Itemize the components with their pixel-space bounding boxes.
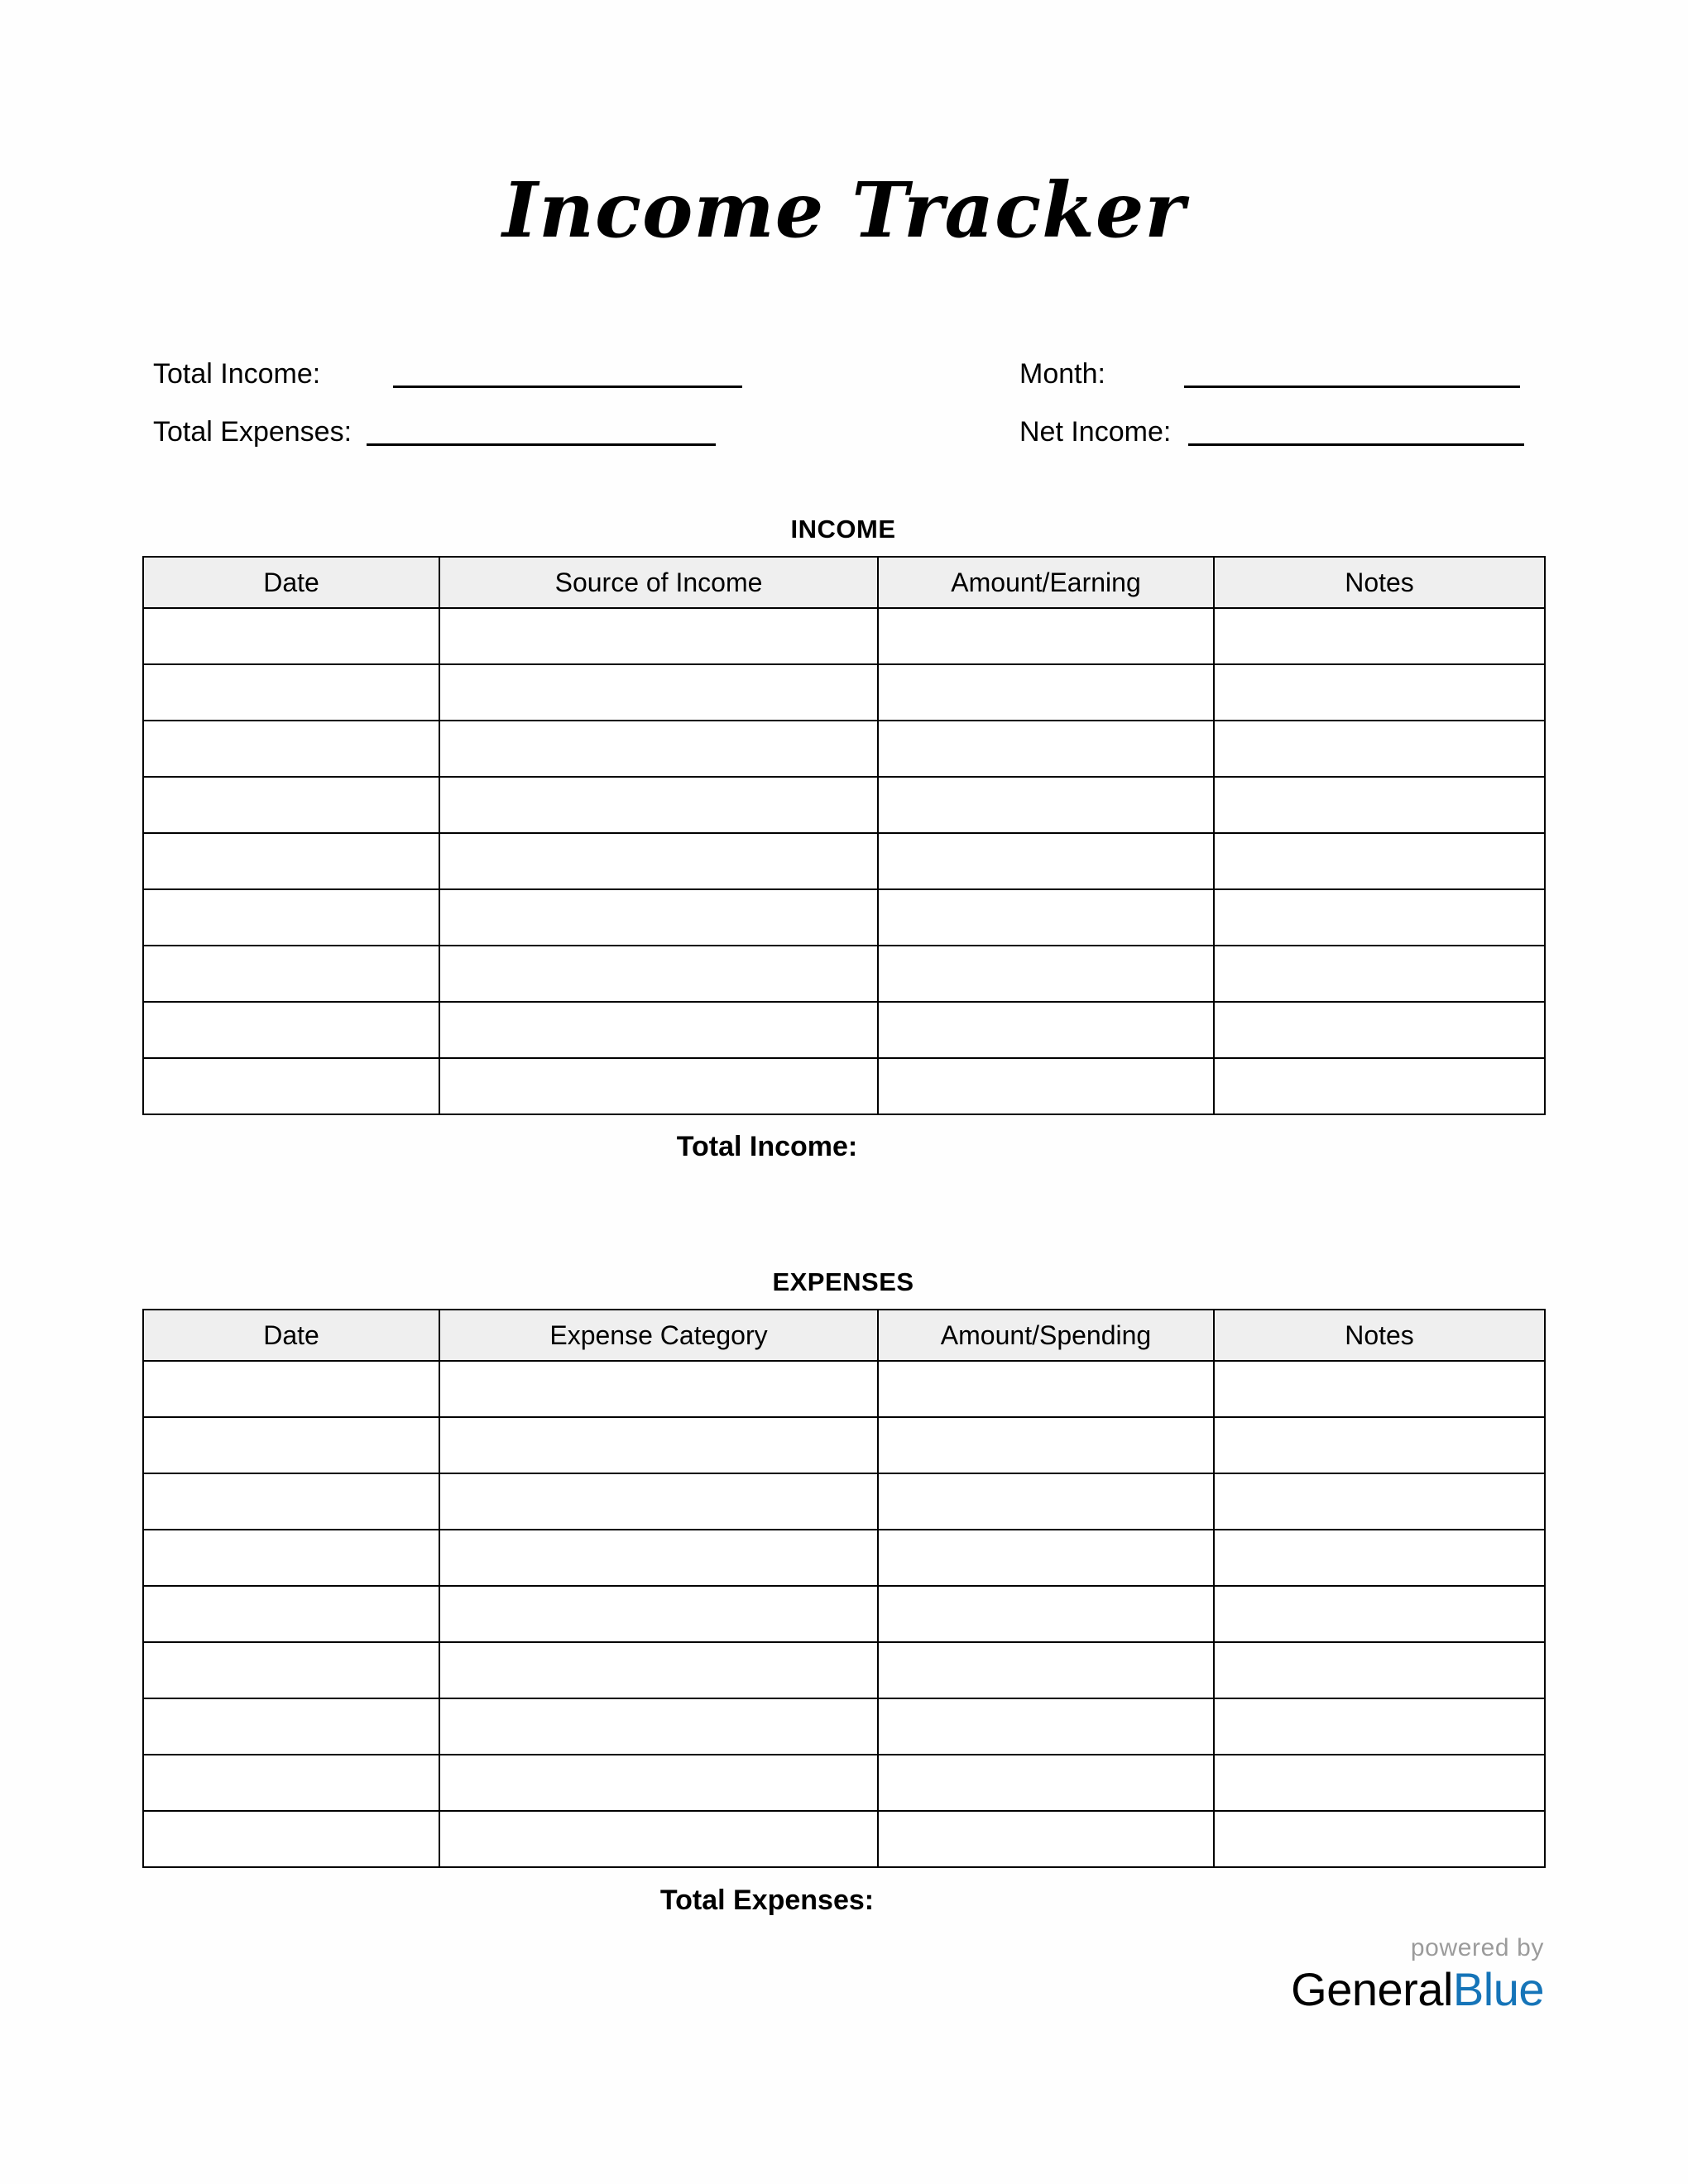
section-heading-income: INCOME bbox=[790, 515, 896, 544]
expenses-cell[interactable] bbox=[878, 1530, 1214, 1586]
income-cell[interactable] bbox=[1214, 1002, 1545, 1058]
income-cell[interactable] bbox=[878, 1002, 1214, 1058]
expenses-cell[interactable] bbox=[1214, 1698, 1545, 1755]
expenses-row bbox=[143, 1361, 1545, 1417]
income-cell[interactable] bbox=[1214, 721, 1545, 777]
expenses-cell[interactable] bbox=[1214, 1530, 1545, 1586]
income-cell[interactable] bbox=[143, 946, 439, 1002]
income-table bbox=[142, 556, 1546, 1115]
income-cell[interactable] bbox=[878, 608, 1214, 664]
expenses-row bbox=[143, 1755, 1545, 1811]
income-table-head bbox=[143, 557, 1545, 608]
brand-blue-text: Blue bbox=[1452, 1963, 1544, 2015]
field-total-expenses-input[interactable] bbox=[367, 413, 716, 446]
expenses-cell[interactable] bbox=[439, 1642, 878, 1698]
income-row bbox=[143, 608, 1545, 664]
income-row bbox=[143, 1058, 1545, 1114]
income-cell[interactable] bbox=[1214, 777, 1545, 833]
income-cell[interactable] bbox=[439, 1058, 878, 1114]
income-header-row bbox=[143, 557, 1545, 608]
income-cell[interactable] bbox=[439, 1002, 878, 1058]
expenses-cell[interactable] bbox=[878, 1698, 1214, 1755]
expenses-cell[interactable] bbox=[439, 1530, 878, 1586]
brand-general-text: General bbox=[1291, 1963, 1453, 2015]
income-cell[interactable] bbox=[439, 946, 878, 1002]
expenses-cell[interactable] bbox=[143, 1530, 439, 1586]
income-cell[interactable] bbox=[143, 664, 439, 721]
expenses-cell[interactable] bbox=[1214, 1642, 1545, 1698]
expenses-row bbox=[143, 1698, 1545, 1755]
income-row bbox=[143, 777, 1545, 833]
field-month bbox=[1019, 352, 1520, 388]
expenses-cell[interactable] bbox=[878, 1811, 1214, 1867]
expenses-cell[interactable] bbox=[439, 1698, 878, 1755]
field-total-income bbox=[153, 352, 742, 388]
income-cell[interactable] bbox=[143, 608, 439, 664]
expenses-column-category: Expense Category bbox=[439, 1310, 878, 1361]
expenses-header-row bbox=[143, 1310, 1545, 1361]
field-total-income-label: Total Income: bbox=[153, 358, 321, 390]
expenses-cell[interactable] bbox=[1214, 1586, 1545, 1642]
income-cell[interactable] bbox=[143, 721, 439, 777]
expenses-cell[interactable] bbox=[439, 1417, 878, 1473]
income-cell[interactable] bbox=[1214, 833, 1545, 889]
income-cell[interactable] bbox=[878, 664, 1214, 721]
footer-logo bbox=[1258, 1936, 1544, 2014]
field-net-income bbox=[1019, 410, 1524, 446]
income-cell[interactable] bbox=[878, 833, 1214, 889]
expenses-row bbox=[143, 1473, 1545, 1530]
expenses-cell[interactable] bbox=[1214, 1417, 1545, 1473]
expenses-cell[interactable] bbox=[143, 1361, 439, 1417]
income-row bbox=[143, 664, 1545, 721]
expenses-row bbox=[143, 1530, 1545, 1586]
field-total-expenses-label: Total Expenses: bbox=[153, 416, 352, 448]
field-total-expenses bbox=[153, 410, 716, 446]
generalblue-wordmark bbox=[1258, 1963, 1544, 2015]
income-cell[interactable] bbox=[878, 946, 1214, 1002]
field-net-income-label: Net Income: bbox=[1019, 416, 1172, 448]
income-cell[interactable] bbox=[878, 1058, 1214, 1114]
expenses-cell[interactable] bbox=[1214, 1755, 1545, 1811]
expenses-table-head bbox=[143, 1310, 1545, 1361]
expenses-cell[interactable] bbox=[439, 1361, 878, 1417]
income-cell[interactable] bbox=[439, 721, 878, 777]
expenses-row bbox=[143, 1417, 1545, 1473]
income-cell[interactable] bbox=[1214, 889, 1545, 946]
expenses-cell[interactable] bbox=[878, 1417, 1214, 1473]
expenses-cell[interactable] bbox=[143, 1698, 439, 1755]
income-cell[interactable] bbox=[1214, 664, 1545, 721]
expenses-table-body bbox=[143, 1361, 1545, 1867]
income-cell[interactable] bbox=[878, 777, 1214, 833]
income-cell[interactable] bbox=[878, 721, 1214, 777]
expenses-cell[interactable] bbox=[439, 1473, 878, 1530]
income-column-amount: Amount/Earning bbox=[878, 557, 1214, 608]
expenses-cell[interactable] bbox=[878, 1473, 1214, 1530]
income-cell[interactable] bbox=[143, 777, 439, 833]
expenses-cell[interactable] bbox=[1214, 1811, 1545, 1867]
income-row bbox=[143, 721, 1545, 777]
income-cell[interactable] bbox=[1214, 608, 1545, 664]
income-row bbox=[143, 946, 1545, 1002]
field-month-label: Month: bbox=[1019, 358, 1105, 390]
income-cell[interactable] bbox=[1214, 1058, 1545, 1114]
expenses-cell[interactable] bbox=[878, 1755, 1214, 1811]
expenses-cell[interactable] bbox=[143, 1811, 439, 1867]
expenses-cell[interactable] bbox=[143, 1755, 439, 1811]
expenses-cell[interactable] bbox=[1214, 1361, 1545, 1417]
income-column-notes: Notes bbox=[1214, 557, 1545, 608]
income-cell[interactable] bbox=[143, 1002, 439, 1058]
expenses-cell[interactable] bbox=[143, 1473, 439, 1530]
expenses-cell[interactable] bbox=[439, 1586, 878, 1642]
income-column-date: Date bbox=[143, 557, 439, 608]
expenses-cell[interactable] bbox=[143, 1417, 439, 1473]
expenses-row bbox=[143, 1811, 1545, 1867]
income-column-source: Source of Income bbox=[439, 557, 878, 608]
income-row bbox=[143, 833, 1545, 889]
income-cell[interactable] bbox=[143, 1058, 439, 1114]
summary-fields bbox=[0, 352, 1688, 459]
income-cell[interactable] bbox=[878, 889, 1214, 946]
expenses-cell[interactable] bbox=[143, 1586, 439, 1642]
income-cell[interactable] bbox=[1214, 946, 1545, 1002]
income-cell[interactable] bbox=[143, 833, 439, 889]
total-expenses-label: Total Expenses: bbox=[659, 1885, 875, 1916]
income-cell[interactable] bbox=[439, 664, 878, 721]
expenses-cell[interactable] bbox=[143, 1642, 439, 1698]
expenses-table bbox=[142, 1309, 1546, 1868]
income-cell[interactable] bbox=[439, 608, 878, 664]
expenses-row bbox=[143, 1642, 1545, 1698]
expenses-cell[interactable] bbox=[878, 1361, 1214, 1417]
income-cell[interactable] bbox=[143, 889, 439, 946]
income-table-body bbox=[143, 608, 1545, 1114]
income-cell[interactable] bbox=[439, 833, 878, 889]
expenses-cell[interactable] bbox=[878, 1586, 1214, 1642]
expenses-column-notes: Notes bbox=[1214, 1310, 1545, 1361]
income-cell[interactable] bbox=[439, 777, 878, 833]
expenses-cell[interactable] bbox=[439, 1755, 878, 1811]
expenses-row bbox=[143, 1586, 1545, 1642]
expenses-cell[interactable] bbox=[1214, 1473, 1545, 1530]
income-row bbox=[143, 889, 1545, 946]
expenses-column-amount: Amount/Spending bbox=[878, 1310, 1214, 1361]
field-total-income-input[interactable] bbox=[393, 355, 742, 388]
income-cell[interactable] bbox=[439, 889, 878, 946]
expenses-column-date: Date bbox=[143, 1310, 439, 1361]
income-row bbox=[143, 1002, 1545, 1058]
powered-by-label: powered by bbox=[1410, 1934, 1544, 1961]
total-income-label: Total Income: bbox=[676, 1131, 858, 1162]
section-heading-expenses: EXPENSES bbox=[772, 1267, 914, 1296]
expenses-cell[interactable] bbox=[439, 1811, 878, 1867]
field-net-income-input[interactable] bbox=[1188, 413, 1524, 446]
expenses-cell[interactable] bbox=[878, 1642, 1214, 1698]
field-month-input[interactable] bbox=[1184, 355, 1520, 388]
page-title: Income Tracker bbox=[502, 165, 1186, 255]
